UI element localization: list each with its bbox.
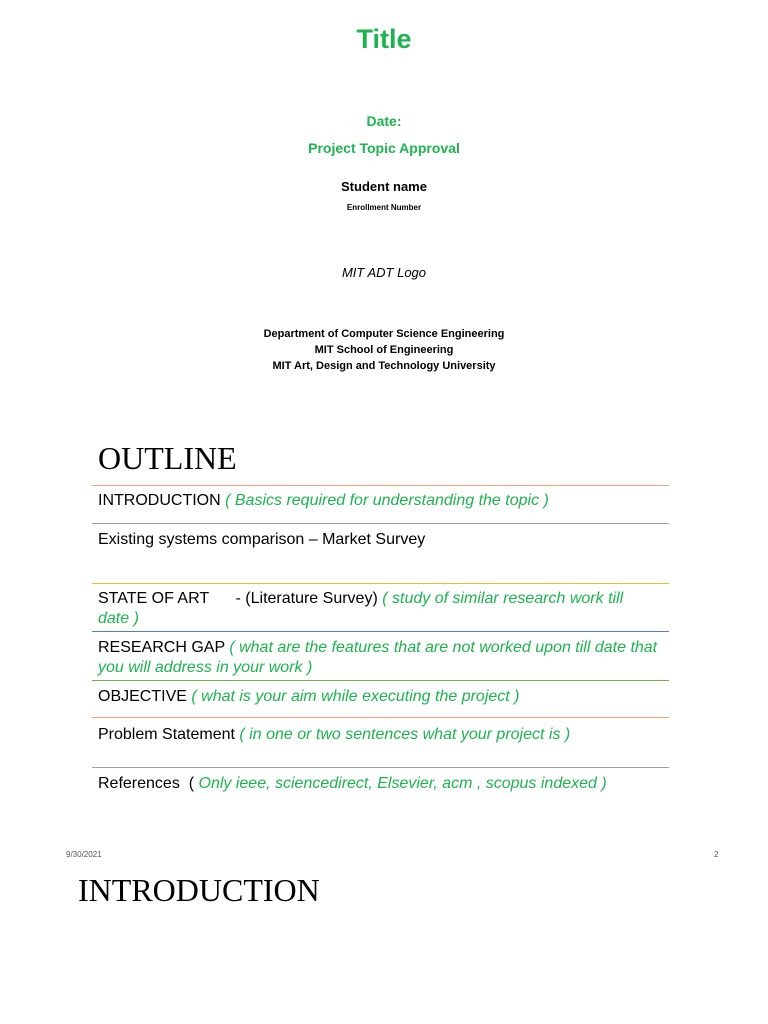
outline-row-label: STATE OF ART - (Literature Survey)	[98, 590, 378, 607]
school-name: MIT School of Engineering	[314, 344, 454, 356]
outline-row-label: OBJECTIVE	[98, 688, 187, 705]
department-name: Department of Computer Science Engineering	[263, 328, 505, 340]
outline-row-label: INTRODUCTION	[98, 492, 221, 509]
outline-row-note: ( what are the features that are not worked upon till date that you will address in your work )	[98, 639, 658, 676]
institution-block	[0, 326, 768, 374]
footer-date: 9/30/2021	[66, 850, 102, 859]
outline-row-objective	[98, 687, 658, 707]
introduction-heading: INTRODUCTION	[78, 872, 320, 908]
outline-rule-3	[92, 583, 669, 584]
outline-rule-2	[92, 523, 669, 524]
outline-row-label: Existing systems comparison – Market Survey	[98, 531, 426, 548]
outline-row-label: RESEARCH GAP	[98, 639, 225, 656]
outline-row-label: Problem Statement	[98, 726, 235, 743]
outline-row-introduction	[98, 491, 658, 511]
outline-rule-4	[92, 631, 669, 632]
outline-row-note: ( study of similar research work till date )	[98, 590, 624, 627]
outline-row-label: References (	[98, 775, 195, 792]
footer-page-number: 2	[714, 850, 719, 859]
outline-rule-1	[92, 485, 669, 486]
enrollment-number: Enrollment Number	[346, 203, 422, 212]
outline-row-note: ( Basics required for understanding the topic )	[225, 492, 549, 509]
outline-heading: OUTLINE	[98, 440, 237, 476]
approval-label: Project Topic Approval	[308, 140, 460, 156]
outline-row-note: ( what is your aim while executing the project )	[191, 688, 520, 705]
outline-row-existing-systems	[98, 530, 658, 550]
outline-rule-7	[92, 767, 669, 768]
outline-rule-6	[92, 717, 669, 718]
outline-rule-5	[92, 680, 669, 681]
outline-row-state-of-art	[98, 589, 658, 629]
outline-row-problem-statement	[98, 725, 658, 745]
slide-title: Title	[356, 24, 412, 54]
logo-placeholder: MIT ADT Logo	[341, 265, 427, 280]
outline-row-note: Only ieee, sciencedirect, Elsevier, acm , scopus indexed )	[198, 775, 607, 792]
outline-row-note: ( in one or two sentences what your project is )	[239, 726, 571, 743]
university-name: MIT Art, Design and Technology University	[272, 360, 496, 372]
outline-row-research-gap	[98, 638, 658, 678]
date-label: Date:	[366, 113, 402, 129]
student-name: Student name	[341, 179, 427, 194]
outline-row-references	[98, 774, 658, 794]
